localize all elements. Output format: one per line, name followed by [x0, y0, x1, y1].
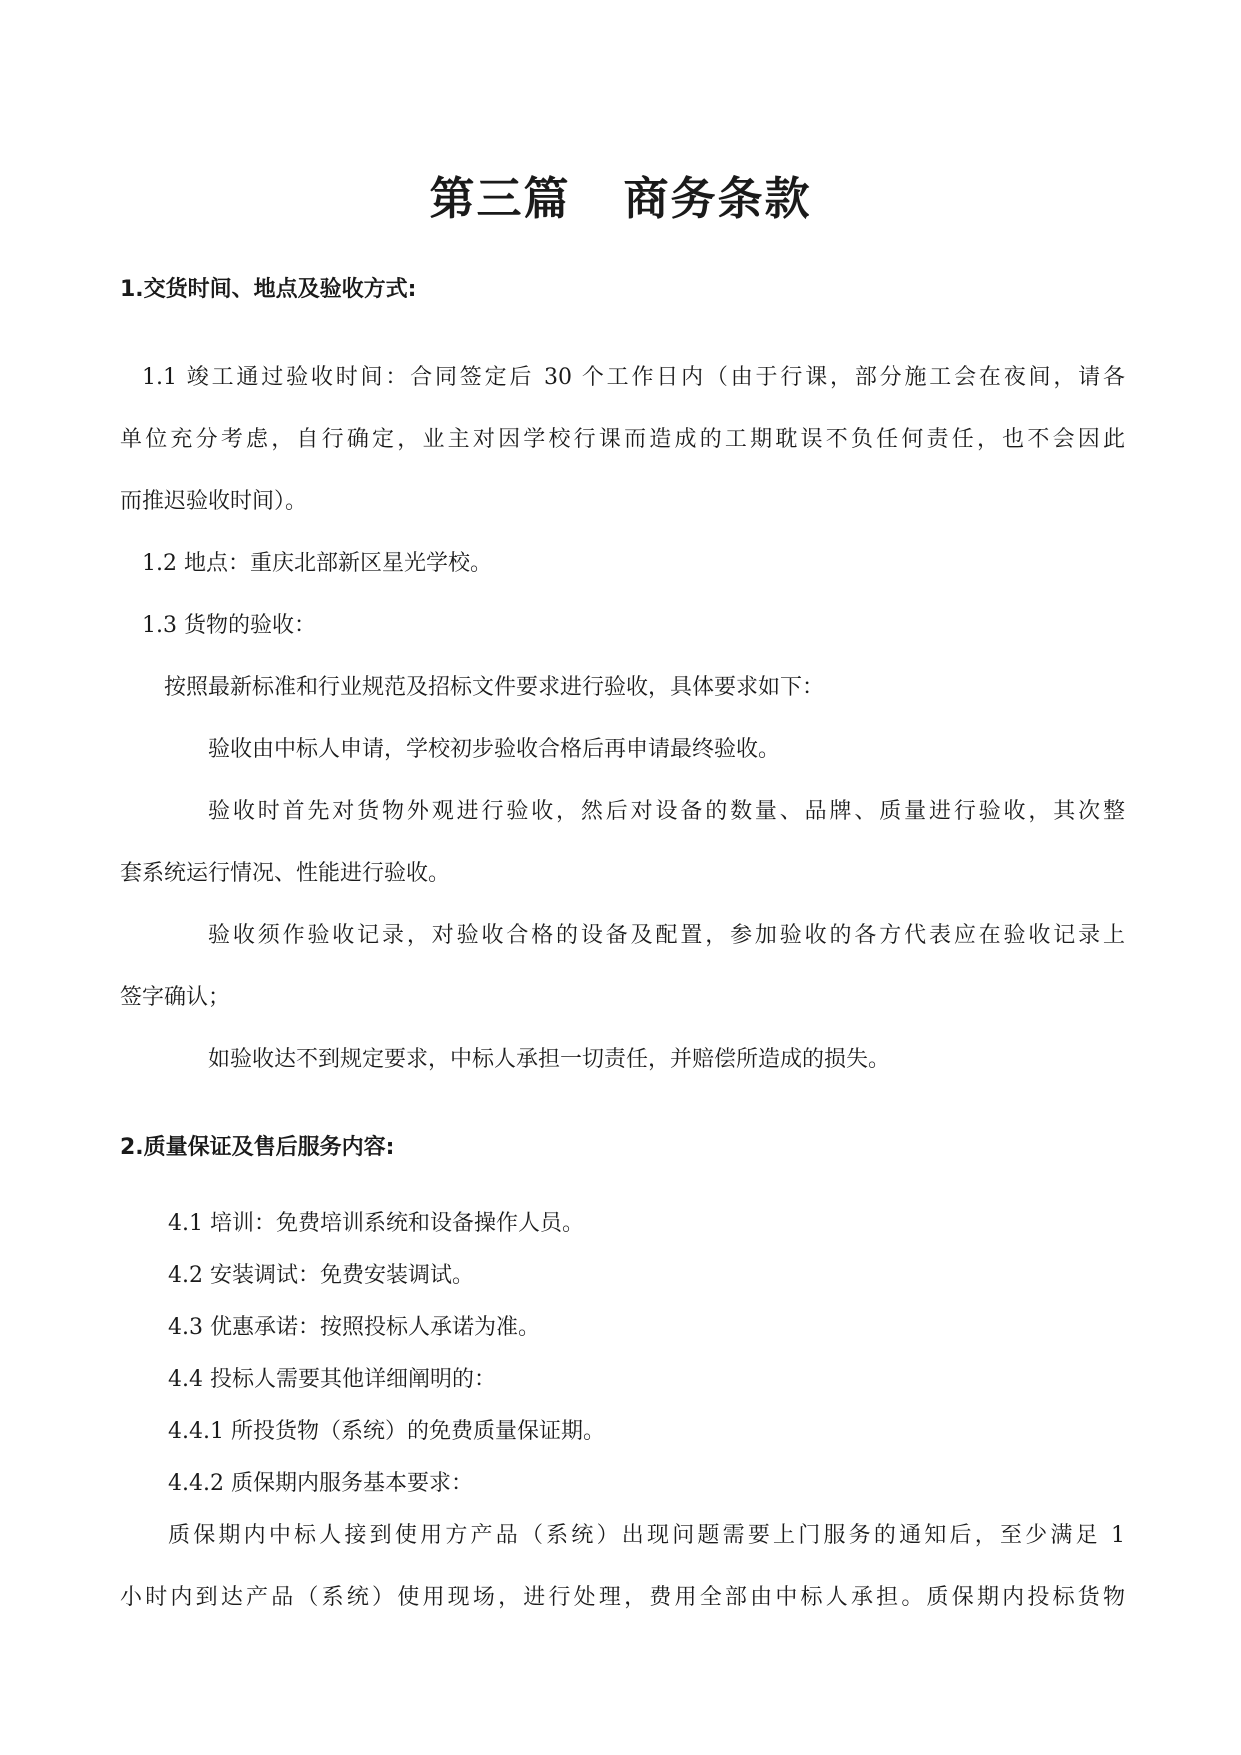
paragraph-check-line-1: 验收时首先对货物外观进行验收，然后对设备的数量、品牌、质量进行验收，其次整: [208, 799, 1125, 824]
paragraph-4-3: 4.3 优惠承诺：按照投标人承诺为准。: [168, 1315, 540, 1340]
paragraph-1-1-line-1: 1.1 竣工通过验收时间：合同签定后 30 个工作日内（由于行课，部分施工会在夜间，请各: [142, 365, 1125, 390]
paragraph-4-4-1: 4.4.1 所投货物（系统）的免费质量保证期。: [168, 1419, 605, 1444]
page-title: 第三篇 商务条款: [429, 172, 812, 225]
paragraph-apply: 验收由中标人申请，学校初步验收合格后再申请最终验收。: [208, 737, 781, 762]
paragraph-1-2: 1.2 地点：重庆北部新区星光学校。: [142, 551, 492, 576]
paragraph-standard: 按照最新标准和行业规范及招标文件要求进行验收，具体要求如下：: [164, 675, 825, 700]
paragraph-4-4-2: 4.4.2 质保期内服务基本要求：: [168, 1471, 473, 1496]
paragraph-1-3: 1.3 货物的验收：: [142, 613, 316, 638]
paragraph-1-1-line-2: 单位充分考虑，自行确定，业主对因学校行课而造成的工期耽误不负任何责任，也不会因此: [120, 427, 1125, 452]
paragraph-check-line-2: 套系统运行情况、性能进行验收。: [120, 861, 451, 886]
paragraph-4-4: 4.4 投标人需要其他详细阐明的：: [168, 1367, 496, 1392]
paragraph-service-line-1: 质保期内中标人接到使用方产品（系统）出现问题需要上门服务的通知后，至少满足 1: [168, 1523, 1125, 1548]
paragraph-4-2: 4.2 安装调试：免费安装调试。: [168, 1263, 474, 1288]
paragraph-fail: 如验收达不到规定要求，中标人承担一切责任，并赔偿所造成的损失。: [208, 1047, 891, 1072]
paragraph-1-1-line-3: 而推迟验收时间）。: [120, 489, 308, 514]
paragraph-record-line-1: 验收须作验收记录，对验收合格的设备及配置，参加验收的各方代表应在验收记录上: [208, 923, 1125, 948]
paragraph-4-1: 4.1 培训：免费培训系统和设备操作人员。: [168, 1211, 584, 1236]
paragraph-service-line-2: 小时内到达产品（系统）使用现场，进行处理，费用全部由中标人承担。质保期内投标货物: [120, 1585, 1125, 1610]
paragraph-record-line-2: 签字确认；: [120, 985, 231, 1010]
section-2-heading: 2.质量保证及售后服务内容:: [120, 1135, 395, 1160]
section-1-heading: 1.交货时间、地点及验收方式:: [120, 277, 417, 302]
